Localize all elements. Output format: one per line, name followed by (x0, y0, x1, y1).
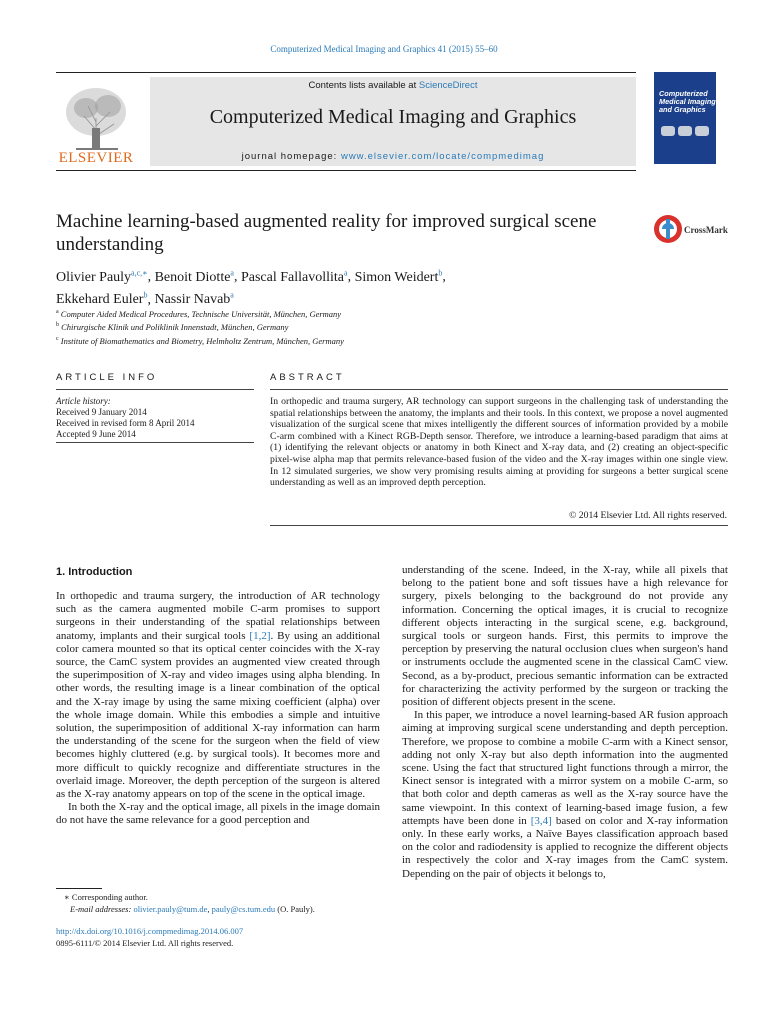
author[interactable]: Ekkehard Euler$^b$ (56, 290, 148, 308)
cover-title: Computerized Medical Imaging and Graphics (659, 89, 716, 114)
author[interactable]: Nassir Navab$^a$ (154, 290, 234, 308)
paragraph: In orthopedic and trauma surgery, the introduction of AR technology such as the camera augmented mobile C-arm promises to support surgeons in their understanding of the spatial relationships between anatomy, implants and their surgical tools [1,2]. By using an additional color camera mounted so that its optical center coincides with the X-ray source, the CamC system provides an augmented view created through the superimposition of X-ray and video images using alpha blending. In other words, the resulting image is a linear combination of the optical and the X-ray image by using the same mixing coefficient (alpha) over the whole image domain. While this embodies a simple and intuitive solution, the superimposition of additional X-ray information can harm the understanding of the scene for the surgeon when the field of view becomes highly cluttered (e.g. by surgical tools). It becomes more and more difficult to quickly recognize and differentiate structures in the overlaid image. Moreover, the depth perception of the surgeon is altered as the X-ray anatomy appears on top of the scene in the optical image. (56, 590, 381, 801)
doi-link[interactable]: http://dx.doi.org/10.1016/j.compmedimag.2014.06.007 (56, 926, 244, 936)
homepage-line: journal homepage: www.elsevier.com/locate/compmedimag (241, 151, 545, 162)
doi-block: http://dx.doi.org/10.1016/j.compmedimag.2014.06.007 0895-6111/© 2014 Elsevier Ltd. All rights reserved. (56, 926, 244, 948)
paper-title: Machine learning-based augmented reality for improved surgical scene understanding (56, 211, 597, 255)
journal-cover[interactable] (654, 72, 716, 164)
publisher-name: ELSEVIER (58, 150, 134, 166)
crossmark-label: CrossMark (684, 225, 728, 235)
footnote: ∗ Corresponding author. E-mail addresses: olivier.pauly@tum.de, pauly@cs.tum.edu (O. Pauly). (64, 892, 315, 914)
journal-reference[interactable]: Computerized Medical Imaging and Graphics 41 (2015) 55–60 (270, 44, 498, 54)
article-info-heading: ARTICLE INFO (56, 372, 158, 383)
footnote-rule (56, 888, 102, 889)
email-link[interactable]: olivier.pauly@tum.de (133, 903, 208, 914)
affiliation: $^b$ Chirurgische Klinik und Poliklinik Innenstadt, München, Germany (56, 322, 289, 333)
abstract-text: In orthopedic and trauma surgery, AR technology can support surgeons in the challenging task of understanding the spatial relationships between the anatomy, the implants and their tools. In this context, we propose a novel augmented visualization of the surgical scene that mixes intelligently the different sources of information provided by a mobile C-arm combined with a Kinect RGB-Depth sensor. Therefore, we introduce a learning-based paradigm that aims at (1) identifying the relevant objects or anatomy in both Kinect and X-ray data, and (2) creating an object-specific pixel-wise alpha map that permits relevance-based fusion of the video and the X-ray images within one single view. In 12 simulated surgeries, we show very promising results aiming at providing for surgeons a better surgical scene understanding as well as an improved depth perception. (270, 396, 728, 489)
paragraph: understanding of the scene. Indeed, in the X-ray, while all pixels that belong to the patient bone and soft tissues have a high relevance for surgery, pixels belonging to the background do not provide any information. Concerning the optical images, it is crucial to recognize different objects interacting in the surgical scene, e.g. background, surgical tools or surgeon hands. First, this permits to improve the perception by preserving the natural occlusion clues when surgeon's hand or instruments occlude the augmented scene in the classical CamC view. Second, as a by-product, precious semantic information can be extracted for characterizing the activity performed by the surgeon or tracking the position of different objects present in the scene. (402, 564, 728, 709)
divider (56, 389, 254, 390)
paragraph: In both the X-ray and the optical image, all pixels in the image domain do not have the same relevance for a good perception and (56, 801, 380, 827)
cover-images (661, 126, 709, 136)
contents-line: Contents lists available at ScienceDirect (308, 80, 478, 91)
affiliation: $^c$ Institute of Biomathematics and Biometry, Helmholtz Zentrum, München, Germany (56, 335, 344, 346)
author[interactable]: Pascal Fallavollita$^a$ (240, 268, 348, 285)
masthead-bottom-rule (56, 170, 636, 171)
affiliation: $^a$ Computer Aided Medical Procedures, Technische Universität, München, Germany (56, 308, 342, 319)
paragraph: In this paper, we introduce a novel learning-based AR fusion approach aiming at improving surgical scene understanding and depth perception. Therefore, we propose to combine a mobile C-arm with a Kinect sensor, adding not only X-ray but also depth information into the augmented scene. Using the fact that structured light functions through a mirror, the Kinect sensor is integrated with a mirror system on a mobile C-arm, so that both color and depth cameras as well as the X-ray source have the same viewpoint. In this context of learning-based image fusion, a few attempts have been done in [3,4] based on color and X-ray information only. In these early works, a Naïve Bayes classification approach based on the color and radiodensity is applied to recognize the different objects in respectively the color and X-ray images from the CamC system. Depending on the pair of objects it belongs to, (402, 709, 728, 880)
abstract-heading: ABSTRACT (270, 372, 345, 383)
article-history: Article history: Received 9 January 2014 Received in revised form 8 April 2014 Accepted 9 June 2014 (56, 396, 195, 439)
divider (270, 525, 728, 526)
author[interactable]: Benoit Diotte$^a$ (154, 268, 234, 285)
sciencedirect-link[interactable]: ScienceDirect (418, 80, 478, 91)
author-list: Olivier Pauly$^{a,c,∗}$, Benoit Diotte$^a$, Pascal Fallavollita$^a$, Simon Weidert$^b$, Ekkehard Euler$^b$, Nassir Navab$^a$ (56, 268, 446, 308)
affiliations (56, 307, 576, 347)
citation-link[interactable]: [3,4] (530, 814, 552, 827)
body-column-right (402, 564, 728, 881)
abstract-copyright: © 2014 Elsevier Ltd. All rights reserved. (568, 510, 727, 521)
divider (56, 442, 254, 443)
body-column-left (56, 590, 380, 828)
homepage-link[interactable]: www.elsevier.com/locate/compmedimag (340, 151, 545, 162)
citation-link[interactable]: [1,2] (249, 629, 271, 642)
author[interactable]: Simon Weidert$^b$ (354, 268, 443, 285)
email-link[interactable]: pauly@cs.tum.edu (211, 903, 276, 914)
journal-name: Computerized Medical Imaging and Graphics (209, 106, 577, 128)
author[interactable]: Olivier Pauly$^{a,c,∗}$ (56, 268, 148, 285)
masthead-top-rule (56, 72, 636, 73)
divider (270, 389, 728, 390)
section-title: 1. Introduction (56, 566, 133, 578)
